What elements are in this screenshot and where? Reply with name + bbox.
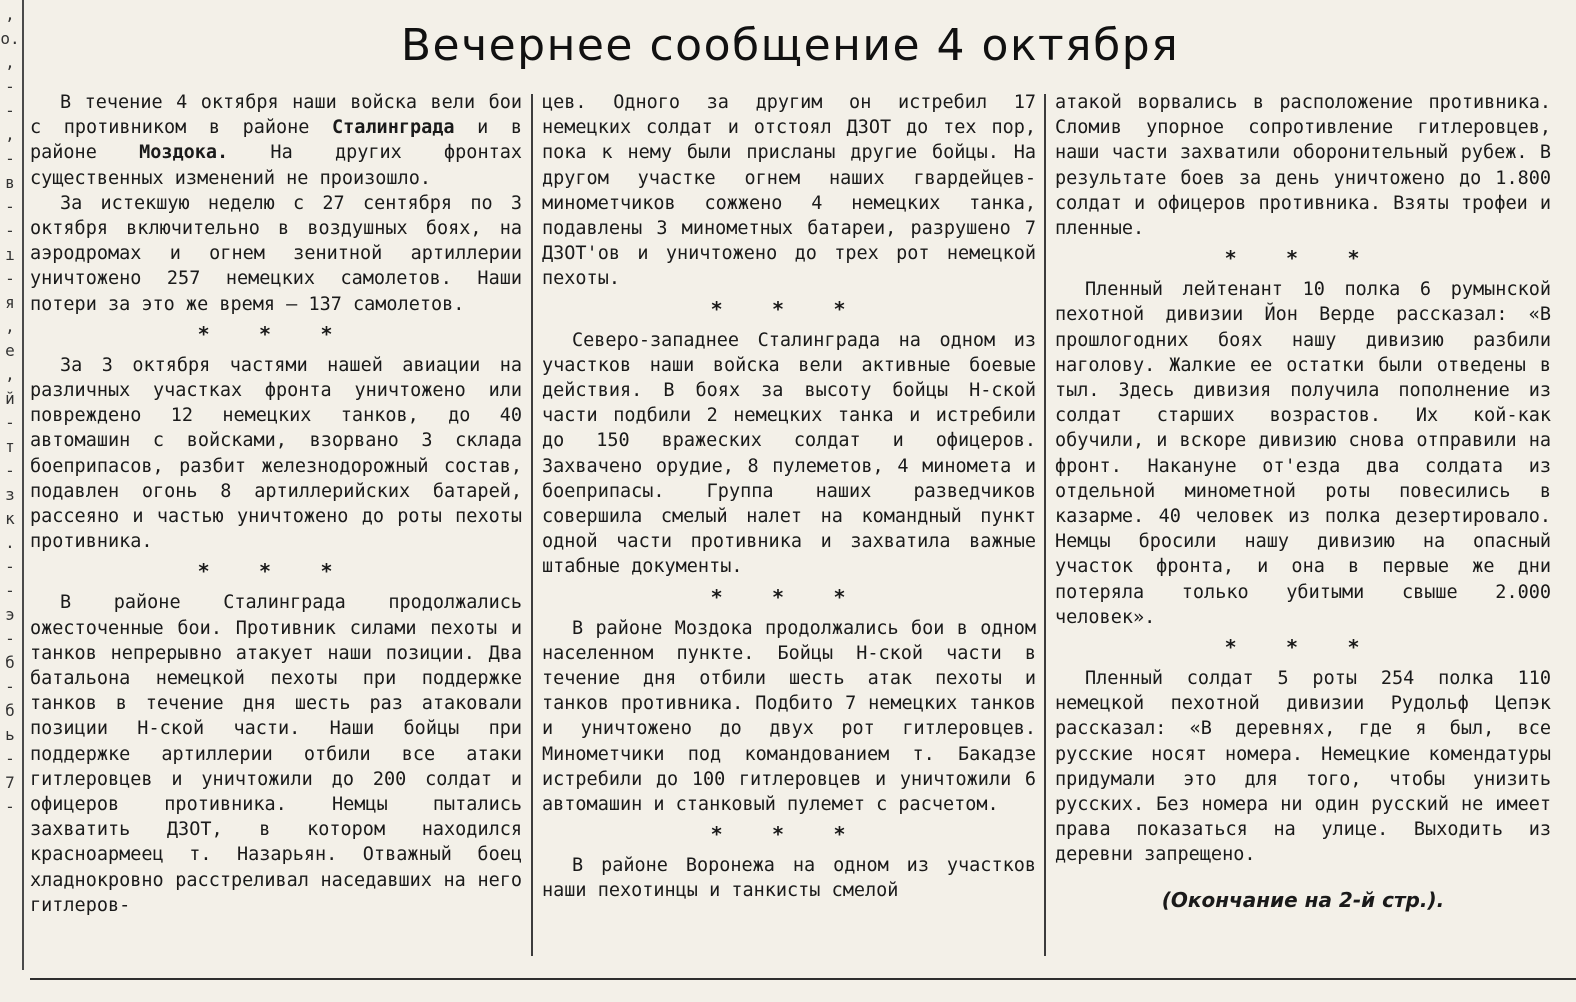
bottom-rule [30, 978, 1576, 980]
paragraph: В районе Моздока продолжались бои в одном населенном пункте. Бойцы Н-ской части в течение дня отбили шесть атак пехоты и танков противника. Подбито 7 немецких танков и уничтожено до двух рот гитлеровцев. Минометчики под командованием т. Бакадзе истребили до 100 гитлеровцев и уничтожили 6 автомашин и станковый пулемет с расчетом. [542, 617, 1036, 816]
edge-glyph: т [5, 437, 15, 456]
edge-glyph: - [5, 797, 15, 816]
edge-glyph: - [5, 461, 15, 480]
column-rule [1044, 94, 1046, 956]
paragraph: Пленный лейтенант 10 полка 6 румынской пехотной дивизии Йон Верде рассказал: «В прошлогодних боях нашу дивизию разбили наголову. Жалкие ее остатки были отведены в тыл. Здесь дивизия получила пополнение из солдат старших возрастов. Их кой-как обучили, и вскоре дивизию снова отправили на фронт. Накануне от'езда два солдата из отдельной минометной роты повесились в казарме. 40 человек из полка дезертировало. Немцы бросили нашу дивизию на опасный участок фронта, и она в первые же дни потеряла только убитыми свыше 2.000 человек». [1055, 279, 1551, 628]
edge-glyph: в [5, 173, 15, 192]
edge-glyph: о. [0, 29, 20, 48]
edge-glyph: я [5, 293, 15, 312]
edge-glyph: - [5, 677, 15, 696]
edge-glyph: , [5, 365, 15, 384]
edge-glyph: - [5, 557, 15, 576]
left-margin-clipped-text [0, 0, 20, 1002]
edge-glyph: - [5, 581, 15, 600]
edge-glyph: - [5, 749, 15, 768]
edge-glyph: - [5, 77, 15, 96]
paragraph: В районе Воронежа на одном из участков наши пехотинцы и танкисты смелой [542, 855, 1036, 902]
edge-glyph: - [5, 269, 15, 288]
section-separator: * * * [198, 321, 354, 346]
edge-glyph: , [5, 125, 15, 144]
section-separator: * * * [1225, 246, 1381, 271]
article-column-3 [1055, 90, 1551, 958]
edge-glyph: . [5, 533, 15, 552]
continuation-note: (Окончание на 2-й стр.). [1161, 887, 1445, 912]
edge-glyph: б [5, 701, 15, 720]
paragraph: Северо-западнее Сталинграда на одном из участков наши войска вели активные боевые действия. В боях за высоту бойцы Н-ской части подбили 2 немецких танка и истребили до 150 вражеских солдат и офицеров. Захвачено орудие, 8 пулеметов, 4 миномета и боеприпасы. Группа наших разведчиков совершила смелый налет на командный пункт одной части противника и захватила важные штабные документы. [542, 329, 1036, 578]
section-separator: * * * [198, 559, 354, 584]
edge-glyph: й [5, 389, 15, 408]
edge-glyph: - [5, 101, 15, 120]
paragraph: цев. Одного за другим он истребил 17 немецких солдат и отстоял ДЗОТ до тех пор, пока к нему были присланы другие бойцы. На другом участке огнем наших гвардейцев-минометчиков сожжено 4 немецких танка, подавлены 3 минометных батареи, разрушено 7 ДЗОТ'ов и уничтожено до трех рот немецкой пехоты. [542, 92, 1036, 290]
place-name-stalingrad: Сталинграда [332, 117, 455, 139]
paragraph: атакой ворвались в расположение противника. Сломив упорное сопротивление гитлеровцев, наши части захватили оборонительный рубеж. В результате боев за день уничтожено до 1.800 солдат и офицеров противника. Взяты трофеи и пленные. [1055, 92, 1551, 240]
edge-glyph: , [5, 53, 15, 72]
column-rule [531, 94, 533, 956]
edge-glyph: б [5, 653, 15, 672]
edge-glyph: е [5, 341, 15, 360]
paragraph: За 3 октября частями нашей авиации на различных участках фронта уничтожено или повреждено 12 немецких танков, до 40 автомашин с войсками, взорвано 3 склада боеприпасов, разбит железнодорожный состав, подавлен огонь 8 артиллерийских батарей, рассеяно и частью уничтожено до роты пехоты противника. [30, 354, 522, 553]
paragraph: В течение 4 октября наши войска вели бои с противником в районе Сталинграда и в районе Моздока. На других фронтах существенных изменений не произошло. [30, 92, 522, 189]
edge-glyph: - [5, 149, 15, 168]
section-separator: * * * [1225, 635, 1381, 660]
edge-glyph: ı [5, 245, 15, 264]
article-column-2 [542, 90, 1036, 958]
paragraph: В районе Сталинграда продолжались ожесточенные бои. Противник силами пехоты и танков непрерывно атакует наши позиции. Два батальона немецкой пехоты при поддержке танков в течение дня шесть раз атаковали позиции Н-ской части. Наши бойцы при поддержке артиллерии отбили все атаки гитлеровцев и уничтожили до 200 солдат и офицеров противника. Немцы пытались захватить ДЗОТ, в котором находился красноармеец т. Назарьян. Отважный боец хладнокровно расстреливал наседавших на него гитлеров- [30, 592, 522, 916]
headline: Вечернее сообщение 4 октября [400, 20, 1180, 71]
edge-glyph: к [5, 509, 15, 528]
edge-glyph: ь [5, 725, 15, 744]
section-separator: * * * [711, 822, 867, 847]
section-separator: * * * [711, 584, 867, 609]
edge-glyph: - [5, 413, 15, 432]
edge-glyph: - [5, 629, 15, 648]
article-column-1 [30, 90, 522, 958]
section-separator: * * * [711, 296, 867, 321]
edge-glyph: э [5, 605, 15, 624]
place-name-mozdok: Моздока. [139, 142, 229, 164]
edge-glyph: - [5, 197, 15, 216]
left-edge-rule [22, 0, 24, 970]
edge-glyph: - [5, 221, 15, 240]
edge-glyph: 7 [5, 773, 15, 792]
paragraph: За истекшую неделю с 27 сентября по 3 октября включительно в воздушных боях, на аэродромах и огнем зенитной артиллерии уничтожено 257 немецких самолетов. Наши потери за это же время — 137 самолетов. [30, 192, 522, 315]
edge-glyph: , [5, 5, 15, 24]
edge-glyph: , [5, 317, 15, 336]
edge-glyph: з [5, 485, 15, 504]
paragraph: Пленный солдат 5 роты 254 полка 110 немецкой пехотной дивизии Рудольф Цепэк рассказал: «В деревнях, где я был, все русские носят номера. Немецкие комендатуры придумали это для того, чтобы унизить русских. Без номера ни один русский не имеет права показаться на улице. Выходить из деревни запрещено. [1055, 668, 1551, 866]
